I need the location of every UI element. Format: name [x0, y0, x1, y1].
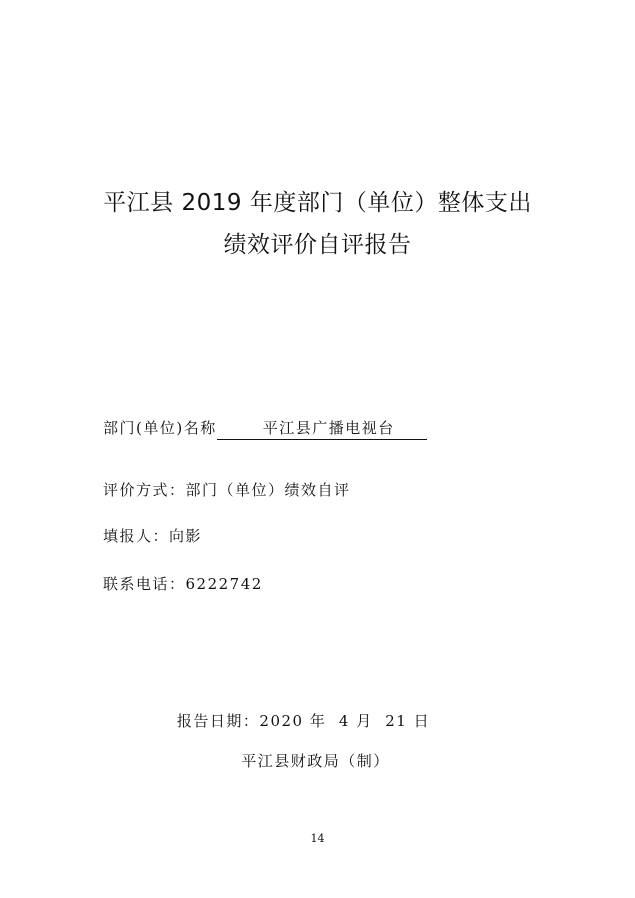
page-number: 14: [310, 832, 325, 845]
department-value: 平江县广播电视台: [217, 421, 427, 440]
filled-by: 填报人：向影: [103, 527, 203, 545]
issuer: 平江县财政局（制）: [241, 752, 390, 770]
report-title-line-2: 绩效评价自评报告: [223, 232, 412, 258]
contact-phone: 联系电话：6222742: [103, 575, 263, 593]
report-date: 报告日期：2020 年 4 月 21 日: [176, 712, 431, 730]
department-field: [103, 421, 427, 440]
report-title-line-1: 平江县 2019 年度部门（单位）整体支出: [103, 190, 532, 216]
evaluation-method: 评价方式：部门（单位）绩效自评: [103, 481, 351, 499]
department-label: 部门(单位)名称: [103, 419, 217, 437]
